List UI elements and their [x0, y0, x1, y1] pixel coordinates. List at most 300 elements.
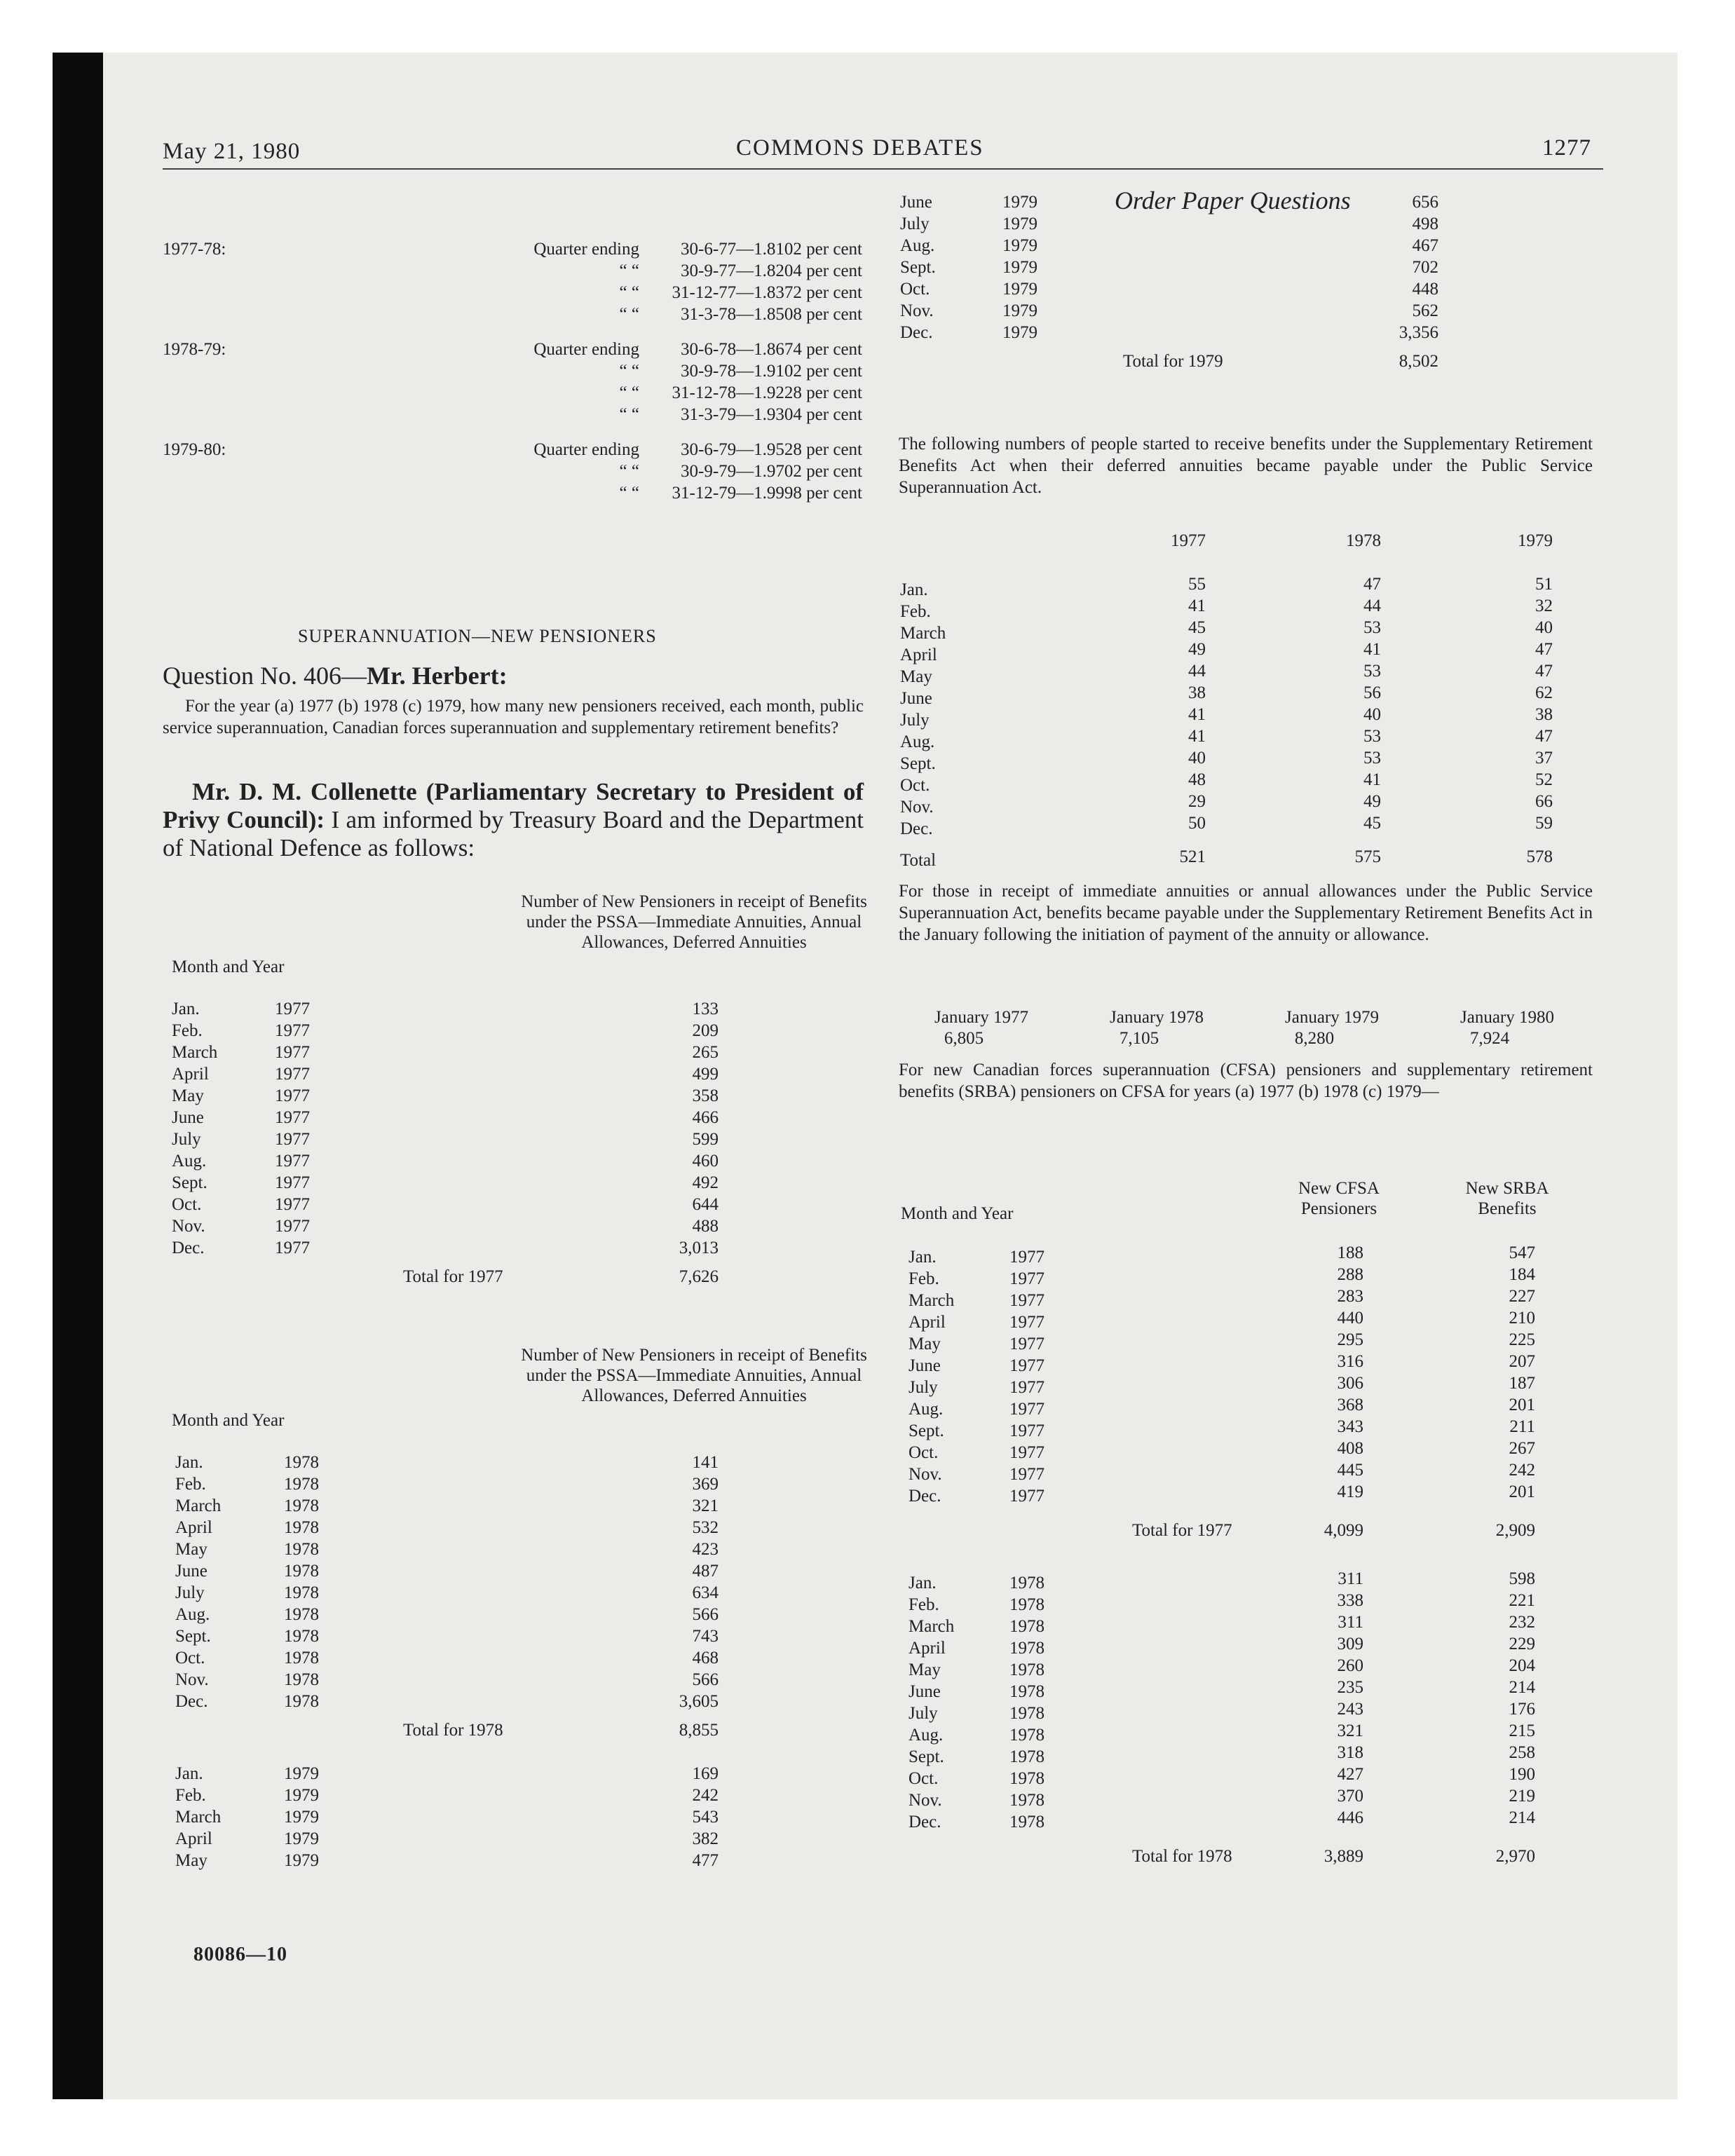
rate-value: 31-12-77—1.8372 per cent: [672, 283, 862, 302]
table-total-value: 8,855: [679, 1721, 719, 1740]
cfsa-row-srba: 201: [1509, 1482, 1535, 1501]
srba-row-value: 47: [1363, 575, 1381, 594]
january-value: 8,280: [1294, 1029, 1335, 1048]
january-label: January 1979: [1285, 1008, 1379, 1027]
srba-row-month: April: [900, 646, 937, 664]
table-row-count: 702: [1412, 258, 1438, 277]
cfsa-row-year: 1977: [1009, 1269, 1045, 1288]
srba-row-value: 66: [1535, 792, 1553, 811]
cfsa-row-month: June: [909, 1356, 941, 1375]
table-row-month: July: [172, 1130, 201, 1149]
table-row-count: 3,356: [1399, 323, 1438, 342]
srba-total-label: Total: [900, 851, 937, 870]
immediate-annuities-paragraph: For those in receipt of immediate annuities or annual allowances under the Public Service Superannuation Act, benefits became payable under the Supplementary Retirement Benefits Act in the January following the initiation of payment of the annuity or allowance.: [899, 882, 1593, 944]
cfsa-row-pensioners: 368: [1337, 1396, 1363, 1414]
cfsa-row-srba: 227: [1509, 1287, 1535, 1306]
rate-value: 30-9-77—1.8204 per cent: [681, 261, 862, 280]
pssa-table-header-1977: Number of New Pensioners in receipt of Benefits under the PSSA—Immediate Annuities, Annual Allowances, Deferred Annuities: [521, 892, 867, 952]
table-row-year: 1979: [284, 1764, 319, 1783]
srba-total-value: 578: [1526, 847, 1553, 866]
table-row-month: March: [175, 1808, 222, 1827]
srba-row-month: July: [900, 711, 930, 730]
cfsa-row-srba: 190: [1509, 1765, 1535, 1784]
cfsa-row-srba: 184: [1509, 1265, 1535, 1284]
cfsa-row-srba: 232: [1509, 1613, 1535, 1632]
table-row-year: 1979: [1002, 301, 1037, 320]
srba-year-header: 1979: [1518, 531, 1553, 550]
question-title: Question No. 406—Mr. Herbert:: [163, 662, 508, 690]
table-row-month: Jan.: [172, 999, 200, 1018]
rate-period-label: 1977-78:: [163, 240, 226, 259]
table-row-year: 1977: [275, 1195, 310, 1214]
table-row-count: 141: [692, 1453, 719, 1472]
srba-row-month: Jan.: [900, 580, 928, 599]
cfsa-row-srba: 204: [1509, 1656, 1535, 1675]
table-row-year: 1977: [275, 1239, 310, 1257]
scan-edge-bar: [53, 53, 103, 2099]
cfsa-row-month: Dec.: [909, 1813, 941, 1831]
srba-row-value: 29: [1188, 792, 1206, 811]
table-row-count: 644: [692, 1195, 719, 1214]
table-row-year: 1978: [284, 1475, 319, 1494]
cfsa-row-month: May: [909, 1335, 941, 1353]
header-rule: [163, 168, 1603, 170]
rate-value: 30-9-79—1.9702 per cent: [681, 462, 862, 481]
srba-row-value: 47: [1535, 727, 1553, 746]
table-row-month: June: [172, 1108, 204, 1127]
cfsa-row-pensioners: 260: [1337, 1656, 1363, 1675]
cfsa-intro-paragraph: For new Canadian forces superannuation (CFSA) pensioners and supplementary retirement benefits (SRBA) pensioners on CFSA for years (a) 1977 (b) 1978 (c) 1979—: [899, 1060, 1593, 1101]
section-subtitle: Order Paper Questions: [1115, 186, 1351, 214]
cfsa-row-year: 1978: [1009, 1682, 1045, 1701]
footer-code: 80086—10: [193, 1944, 287, 1965]
cfsa-row-year: 1978: [1009, 1704, 1045, 1723]
table-total-value: 7,626: [679, 1267, 719, 1286]
srba-row-value: 53: [1363, 749, 1381, 767]
table-row-year: 1979: [1002, 193, 1037, 212]
cfsa-row-year: 1978: [1009, 1726, 1045, 1745]
rate-prefix: “ “: [619, 383, 639, 402]
table-row-count: 460: [692, 1152, 719, 1171]
january-value: 7,924: [1469, 1029, 1510, 1048]
header-date: May 21, 1980: [163, 139, 301, 164]
cfsa-row-srba: 242: [1509, 1461, 1535, 1480]
table-row-month: May: [172, 1086, 204, 1105]
table-row-year: 1978: [284, 1605, 319, 1624]
table-row-year: 1978: [284, 1518, 319, 1537]
rate-prefix: “ “: [619, 405, 639, 424]
table-row-year: 1978: [284, 1540, 319, 1559]
cfsa-row-srba: 187: [1509, 1374, 1535, 1393]
srba-intro-paragraph: The following numbers of people started to receive benefits under the Supplementary Retirement Benefits Act when their deferred annuities became payable under the Public Service Superannuation Act.: [899, 435, 1593, 497]
cfsa-row-srba: 258: [1509, 1743, 1535, 1762]
cfsa-row-month: July: [909, 1378, 938, 1397]
srba-row-value: 62: [1535, 683, 1553, 702]
cfsa-row-month: Nov.: [909, 1465, 942, 1484]
cfsa-row-srba: 219: [1509, 1787, 1535, 1806]
cfsa-row-srba: 214: [1509, 1808, 1535, 1827]
table-row-count: 369: [692, 1475, 719, 1494]
cfsa-row-pensioners: 311: [1338, 1569, 1363, 1588]
cfsa-row-pensioners: 440: [1337, 1309, 1363, 1328]
table-row-count: 566: [692, 1670, 719, 1689]
table-row-count: 477: [692, 1851, 719, 1870]
cfsa-row-pensioners: 343: [1337, 1417, 1363, 1436]
cfsa-row-month: Feb.: [909, 1269, 939, 1288]
cfsa-row-year: 1978: [1009, 1769, 1045, 1788]
table-row-count: 599: [692, 1130, 719, 1149]
table-row-count: 488: [692, 1217, 719, 1236]
cfsa-row-pensioners: 283: [1337, 1287, 1363, 1306]
cfsa-row-pensioners: 419: [1337, 1482, 1363, 1501]
table-row-year: 1977: [275, 1130, 310, 1149]
table-row-month: Feb.: [175, 1475, 206, 1494]
table-row-month: Oct.: [172, 1195, 202, 1214]
table-row-month: Dec.: [175, 1692, 208, 1711]
srba-row-month: Oct.: [900, 776, 930, 795]
table-row-count: 358: [692, 1086, 719, 1105]
table-row-year: 1978: [284, 1496, 319, 1515]
table-row-year: 1978: [284, 1453, 319, 1472]
rate-period-label: 1979-80:: [163, 440, 226, 459]
srba-row-value: 51: [1535, 575, 1553, 594]
table-row-year: 1977: [275, 1173, 310, 1192]
cfsa-row-year: 1977: [1009, 1313, 1045, 1332]
srba-total-value: 575: [1354, 847, 1381, 866]
table-row-year: 1979: [1002, 280, 1037, 299]
cfsa-total-srba: 2,909: [1495, 1521, 1535, 1540]
table-row-count: 448: [1412, 280, 1438, 299]
rate-period-label: 1978-79:: [163, 340, 226, 359]
cfsa-row-srba: 211: [1509, 1417, 1535, 1436]
table-row-count: 634: [692, 1583, 719, 1602]
cfsa-row-year: 1977: [1009, 1487, 1045, 1506]
cfsa-row-year: 1978: [1009, 1813, 1045, 1831]
srba-row-value: 53: [1363, 727, 1381, 746]
table-row-month: Aug.: [172, 1152, 207, 1171]
table-row-month: May: [175, 1540, 207, 1559]
page-number: 1277: [1542, 135, 1591, 161]
table-row-month: Sept.: [900, 258, 936, 277]
srba-row-value: 40: [1363, 705, 1381, 724]
srba-row-value: 41: [1363, 770, 1381, 789]
srba-year-header: 1977: [1171, 531, 1206, 550]
srba-row-value: 59: [1535, 814, 1553, 833]
srba-row-value: 45: [1188, 618, 1206, 637]
january-label: January 1977: [934, 1008, 1028, 1027]
table-row-count: 133: [692, 999, 719, 1018]
question-text: For the year (a) 1977 (b) 1978 (c) 1979, how many new pensioners received, each month, public service superannuation, Canadian forces superannuation and supplementary retirement benefits?: [163, 697, 864, 737]
table-row-count: 543: [692, 1808, 719, 1827]
pssa-month-year-header-1977: Month and Year: [172, 957, 285, 976]
srba-year-header: 1978: [1346, 531, 1381, 550]
rate-prefix: Quarter ending: [533, 440, 639, 459]
srba-row-value: 49: [1363, 792, 1381, 811]
srba-row-value: 50: [1188, 814, 1206, 833]
cfsa-row-srba: 215: [1509, 1721, 1535, 1740]
cfsa-row-year: 1977: [1009, 1356, 1045, 1375]
srba-row-value: 32: [1535, 596, 1553, 615]
table-row-count: 466: [692, 1108, 719, 1127]
rate-value: 31-12-78—1.9228 per cent: [672, 383, 862, 402]
cfsa-row-month: Jan.: [909, 1574, 937, 1592]
srba-row-value: 41: [1188, 705, 1206, 724]
srba-row-month: Aug.: [900, 732, 935, 751]
table-row-count: 743: [692, 1627, 719, 1646]
srba-row-value: 53: [1363, 618, 1381, 637]
cfsa-col1-header: New CFSA Pensioners: [1298, 1179, 1380, 1218]
header-title: COMMONS DEBATES: [736, 135, 984, 161]
cfsa-row-pensioners: 316: [1337, 1352, 1363, 1371]
cfsa-row-srba: 229: [1509, 1635, 1535, 1653]
table-row-month: Oct.: [900, 280, 930, 299]
table-total-value: 8,502: [1399, 352, 1438, 371]
table-row-month: June: [900, 193, 932, 212]
table-row-count: 3,605: [679, 1692, 719, 1711]
table-row-month: July: [175, 1583, 205, 1602]
table-row-count: 562: [1412, 301, 1438, 320]
table-row-month: Feb.: [172, 1021, 203, 1040]
rate-prefix: “ “: [619, 283, 639, 302]
table-row-year: 1979: [1002, 323, 1037, 342]
january-value: 7,105: [1119, 1029, 1159, 1048]
cfsa-total-srba: 2,970: [1495, 1847, 1535, 1866]
srba-row-value: 44: [1188, 662, 1206, 681]
cfsa-row-year: 1978: [1009, 1617, 1045, 1636]
cfsa-row-srba: 207: [1509, 1352, 1535, 1371]
table-row-year: 1978: [284, 1692, 319, 1711]
cfsa-row-pensioners: 311: [1338, 1613, 1363, 1632]
cfsa-row-srba: 547: [1509, 1243, 1535, 1262]
cfsa-row-srba: 214: [1509, 1678, 1535, 1697]
cfsa-row-pensioners: 306: [1337, 1374, 1363, 1393]
cfsa-row-month: April: [909, 1639, 946, 1658]
srba-row-value: 40: [1188, 749, 1206, 767]
cfsa-row-month: June: [909, 1682, 941, 1701]
answer-paragraph: Mr. D. M. Collenette (Parliamentary Secretary to President of Privy Council): I am informed by Treasury Board and the Department of National Defence as follows:: [163, 778, 864, 861]
table-total-label: Total for 1978: [403, 1721, 503, 1740]
table-row-year: 1978: [284, 1649, 319, 1667]
table-row-count: 498: [1412, 214, 1438, 233]
table-row-year: 1979: [284, 1786, 319, 1805]
january-value: 6,805: [944, 1029, 984, 1048]
cfsa-row-month: Jan.: [909, 1248, 937, 1267]
cfsa-row-month: April: [909, 1313, 946, 1332]
table-row-count: 321: [692, 1496, 719, 1515]
rate-value: 31-3-78—1.8508 per cent: [681, 305, 862, 324]
table-row-month: April: [175, 1829, 212, 1848]
cfsa-row-pensioners: 446: [1337, 1808, 1363, 1827]
cfsa-total-label: Total for 1978: [1132, 1847, 1232, 1866]
cfsa-row-year: 1977: [1009, 1465, 1045, 1484]
cfsa-row-pensioners: 318: [1337, 1743, 1363, 1762]
cfsa-row-pensioners: 445: [1337, 1461, 1363, 1480]
table-total-label: Total for 1977: [403, 1267, 503, 1286]
cfsa-row-srba: 210: [1509, 1309, 1535, 1328]
cfsa-row-pensioners: 338: [1337, 1591, 1363, 1610]
cfsa-row-month: Feb.: [909, 1595, 939, 1614]
cfsa-row-year: 1978: [1009, 1660, 1045, 1679]
table-row-month: April: [175, 1518, 212, 1537]
section-heading: SUPERANNUATION—NEW PENSIONERS: [298, 626, 657, 646]
cfsa-row-month: Sept.: [909, 1421, 944, 1440]
cfsa-row-pensioners: 235: [1337, 1678, 1363, 1697]
table-total-label: Total for 1979: [1123, 352, 1223, 371]
cfsa-row-month: Aug.: [909, 1726, 944, 1745]
table-row-year: 1977: [275, 999, 310, 1018]
table-row-month: Dec.: [900, 323, 933, 342]
table-row-month: March: [175, 1496, 222, 1515]
table-row-year: 1978: [284, 1562, 319, 1581]
cfsa-row-month: Dec.: [909, 1487, 941, 1506]
cfsa-row-pensioners: 188: [1337, 1243, 1363, 1262]
srba-row-value: 37: [1535, 749, 1553, 767]
pssa-month-year-header-1978: Month and Year: [172, 1411, 285, 1430]
table-row-month: May: [175, 1851, 207, 1870]
table-row-month: Feb.: [175, 1786, 206, 1805]
cfsa-row-year: 1977: [1009, 1378, 1045, 1397]
rate-prefix: “ “: [619, 261, 639, 280]
srba-row-value: 41: [1188, 727, 1206, 746]
cfsa-total-label: Total for 1977: [1132, 1521, 1232, 1540]
srba-row-month: Sept.: [900, 754, 936, 773]
table-row-month: Nov.: [900, 301, 934, 320]
srba-row-value: 40: [1535, 618, 1553, 637]
srba-row-value: 52: [1535, 770, 1553, 789]
table-row-year: 1978: [284, 1627, 319, 1646]
cfsa-row-pensioners: 295: [1337, 1330, 1363, 1349]
rate-prefix: “ “: [619, 305, 639, 324]
cfsa-row-month: Aug.: [909, 1400, 944, 1419]
cfsa-row-year: 1977: [1009, 1335, 1045, 1353]
rate-value: 31-3-79—1.9304 per cent: [681, 405, 862, 424]
cfsa-total-pensioners: 4,099: [1324, 1521, 1363, 1540]
srba-row-value: 47: [1535, 640, 1553, 659]
table-row-count: 467: [1412, 236, 1438, 255]
table-row-count: 3,013: [679, 1239, 719, 1257]
table-row-year: 1977: [275, 1021, 310, 1040]
table-row-count: 169: [692, 1764, 719, 1783]
january-label: January 1978: [1110, 1008, 1204, 1027]
cfsa-row-month: May: [909, 1660, 941, 1679]
table-row-count: 492: [692, 1173, 719, 1192]
table-row-year: 1978: [284, 1583, 319, 1602]
srba-row-value: 45: [1363, 814, 1381, 833]
srba-row-value: 38: [1535, 705, 1553, 724]
srba-row-month: Nov.: [900, 798, 934, 817]
cfsa-row-month: Sept.: [909, 1747, 944, 1766]
table-row-month: Aug.: [175, 1605, 210, 1624]
srba-row-value: 47: [1535, 662, 1553, 681]
table-row-count: 566: [692, 1605, 719, 1624]
cfsa-row-year: 1978: [1009, 1595, 1045, 1614]
cfsa-row-srba: 267: [1509, 1439, 1535, 1458]
cfsa-row-month: Nov.: [909, 1791, 942, 1810]
cfsa-month-year-header: Month and Year: [901, 1204, 1014, 1223]
table-row-month: Nov.: [175, 1670, 209, 1689]
table-row-count: 468: [692, 1649, 719, 1667]
table-row-year: 1977: [275, 1043, 310, 1062]
table-row-year: 1979: [284, 1829, 319, 1848]
srba-row-month: June: [900, 689, 932, 708]
pssa-table-header-1978: Number of New Pensioners in receipt of Benefits under the PSSA—Immediate Annuities, Annual Allowances, Deferred Annuities: [521, 1346, 867, 1405]
table-row-month: Aug.: [900, 236, 935, 255]
srba-row-month: Feb.: [900, 602, 931, 621]
table-row-count: 242: [692, 1786, 719, 1805]
rate-value: 30-9-78—1.9102 per cent: [681, 362, 862, 381]
cfsa-row-year: 1978: [1009, 1791, 1045, 1810]
table-row-month: Sept.: [175, 1627, 211, 1646]
cfsa-row-month: March: [909, 1291, 955, 1310]
table-row-month: July: [900, 214, 930, 233]
table-row-count: 499: [692, 1065, 719, 1084]
table-row-count: 656: [1412, 193, 1438, 212]
cfsa-row-year: 1977: [1009, 1291, 1045, 1310]
table-row-month: Nov.: [172, 1217, 205, 1236]
rate-value: 30-6-79—1.9528 per cent: [681, 440, 862, 459]
table-row-year: 1979: [1002, 214, 1037, 233]
srba-row-value: 38: [1188, 683, 1206, 702]
rate-prefix: Quarter ending: [533, 240, 639, 259]
cfsa-row-pensioners: 408: [1337, 1439, 1363, 1458]
cfsa-row-pensioners: 243: [1337, 1700, 1363, 1719]
table-row-month: Jan.: [175, 1453, 203, 1472]
cfsa-row-year: 1978: [1009, 1639, 1045, 1658]
rate-prefix: “ “: [619, 462, 639, 481]
cfsa-total-pensioners: 3,889: [1324, 1847, 1363, 1866]
table-row-year: 1977: [275, 1108, 310, 1127]
srba-row-value: 56: [1363, 683, 1381, 702]
table-row-year: 1979: [284, 1808, 319, 1827]
cfsa-row-srba: 221: [1509, 1591, 1535, 1610]
srba-row-month: Dec.: [900, 819, 933, 838]
table-row-count: 487: [692, 1562, 719, 1581]
cfsa-row-pensioners: 321: [1337, 1721, 1363, 1740]
cfsa-row-year: 1977: [1009, 1421, 1045, 1440]
table-row-count: 382: [692, 1829, 719, 1848]
rate-value: 31-12-79—1.9998 per cent: [672, 484, 862, 503]
cfsa-row-pensioners: 288: [1337, 1265, 1363, 1284]
srba-total-value: 521: [1179, 847, 1206, 866]
srba-row-value: 55: [1188, 575, 1206, 594]
srba-row-month: May: [900, 667, 932, 686]
table-row-year: 1979: [284, 1851, 319, 1870]
rate-value: 30-6-78—1.8674 per cent: [681, 340, 862, 359]
table-row-month: Sept.: [172, 1173, 207, 1192]
cfsa-row-month: July: [909, 1704, 938, 1723]
cfsa-row-year: 1977: [1009, 1443, 1045, 1462]
table-row-month: April: [172, 1065, 209, 1084]
srba-row-month: March: [900, 624, 946, 643]
cfsa-row-month: March: [909, 1617, 955, 1636]
srba-row-value: 49: [1188, 640, 1206, 659]
table-row-month: Dec.: [172, 1239, 205, 1257]
cfsa-row-year: 1977: [1009, 1400, 1045, 1419]
rate-prefix: Quarter ending: [533, 340, 639, 359]
cfsa-row-pensioners: 309: [1337, 1635, 1363, 1653]
table-row-month: June: [175, 1562, 207, 1581]
table-row-year: 1977: [275, 1217, 310, 1236]
cfsa-row-month: Oct.: [909, 1769, 939, 1788]
table-row-year: 1978: [284, 1670, 319, 1689]
rate-prefix: “ “: [619, 362, 639, 381]
table-row-year: 1977: [275, 1065, 310, 1084]
table-row-count: 265: [692, 1043, 719, 1062]
cfsa-row-year: 1977: [1009, 1248, 1045, 1267]
january-label: January 1980: [1460, 1008, 1554, 1027]
rate-value: 30-6-77—1.8102 per cent: [681, 240, 862, 259]
cfsa-row-year: 1978: [1009, 1747, 1045, 1766]
